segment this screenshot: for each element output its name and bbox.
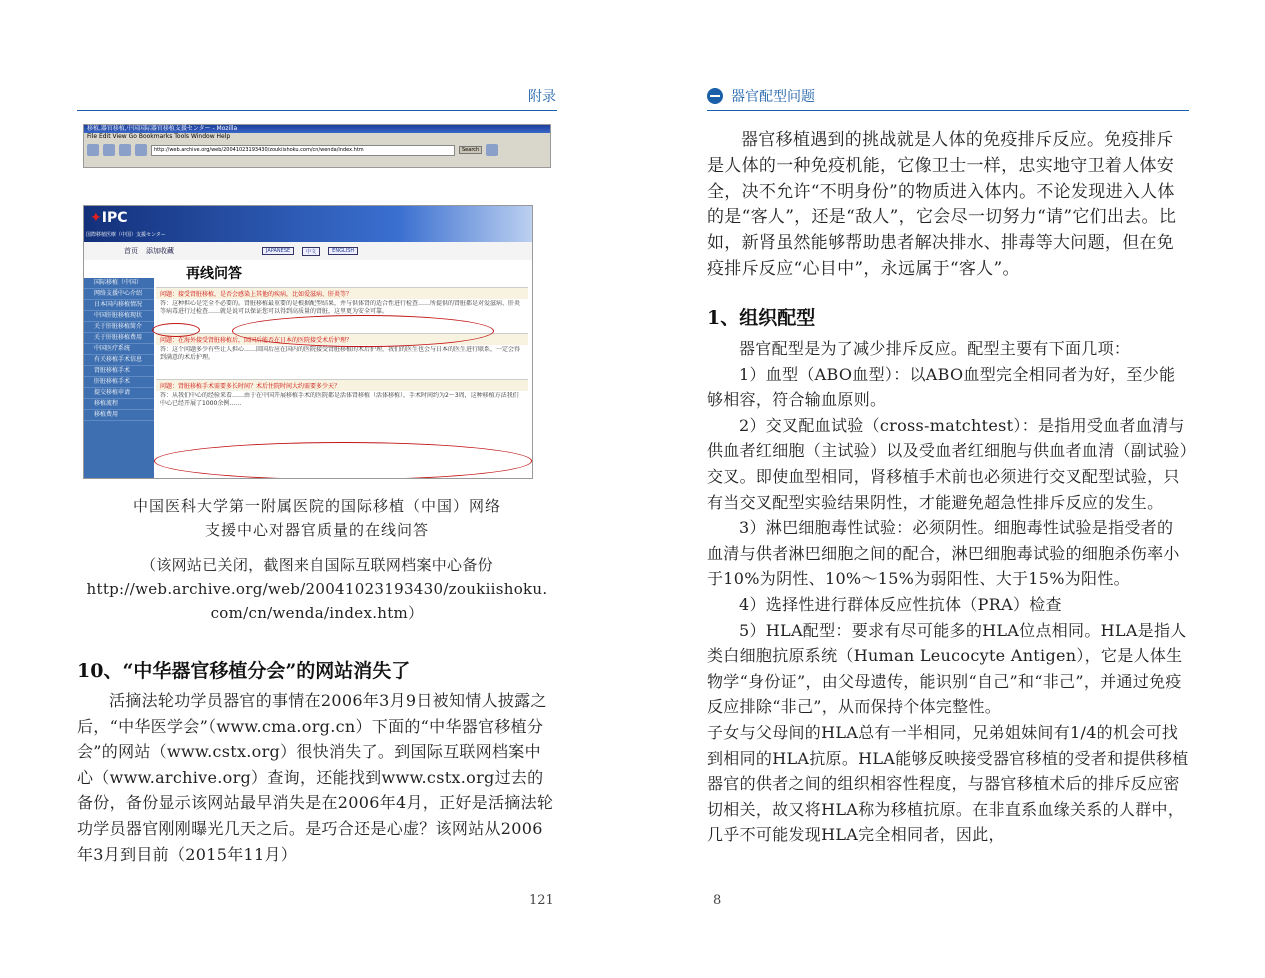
- note-line: http://web.archive.org/web/20041023193430/zoukiishoku.: [86, 580, 548, 598]
- browser-screenshot: [83, 124, 551, 168]
- site-nav-home: 首页: [124, 247, 138, 255]
- site-lang-english: ENGLISH: [328, 247, 358, 255]
- right-page-number: 8: [713, 893, 722, 908]
- right-intro-paragraph: 器官移植遇到的挑战就是人体的免疫排斥反应。免疫排斥是人体的一种免疫机能，它像卫士一样，忠实地守卫着人体安全，决不允许“不明身份”的物质进入体内。不论发现进入人体的是“客人”，还是“敌人”，它会尽一切努力“请”它们出去。比如，新肾虽然能够帮助患者解决排水、排毒等大问题，但在免疫排斥反应“心目中”，永远属于“客人”。: [707, 130, 1177, 279]
- figure-source-note: [77, 553, 557, 625]
- site-logo: ✦IPC: [90, 210, 128, 226]
- print-icon: [486, 144, 498, 156]
- left-body-text: 活摘法轮功学员器官的事情在2006年3月9日被知情人披露之后，“中华医学会”（www.cma.org.cn）下面的“中华器官移植分会”的网站（www.cstx.org）很快消失了。到国际互联网档案中心（www.archive.org）查询，还能找到www.cstx.org过去的备份，备份显示该网站最早消失是在2006年4月，正好是活摘法轮功学员器官刚刚曝光几天之后。是巧合还是心虚？该网站从2006年3月到目前（2015年11月）: [77, 691, 554, 864]
- site-side-item: 国际移植（中国）: [84, 278, 154, 289]
- site-lang-japanese: JAPANESE: [262, 247, 294, 255]
- site-side-item: 有关移植手术信息: [84, 355, 154, 366]
- browser-menu-bar: File Edit View Go Bookmarks Tools Window Help: [87, 133, 231, 140]
- right-paragraph: 5）HLA配型：要求有尽可能多的HLA位点相同。HLA是指人类白细胞抗原系统（Human Leucocyte Antigen），它是人体生物学“身份证”，由父母遗传，能识别“自己”和“非己”，并通过免疫反应排除“非己”，从而保持个体完整性。: [707, 620, 1187, 717]
- forward-icon: [103, 144, 115, 156]
- qa-question: 问题：接受肾脏移植，是否会感染上其他的疾病，比如爱滋病、肝炎等？: [156, 287, 528, 299]
- qa-answer: 答：这种担心是完全不必要的。肾脏移植最重要的是根据配型结果，并与供体肾的适合性进行检查……所提供的肾脏都是对爱滋病、肝炎等病毒进行过检查……就是说可以保证您可以得到高质量的肾脏，这里更为安全可靠。: [160, 300, 521, 315]
- site-side-item: 网络支援中心介绍: [84, 289, 154, 300]
- site-side-item: 中国医疗系统: [84, 344, 154, 355]
- site-lang-chinese: 中文: [302, 247, 320, 256]
- right-paragraph: 3）淋巴细胞毒性试验：必须阴性。细胞毒性试验是指受者的血清与供者淋巴细胞之间的配合，淋巴细胞毒试验的细胞杀伤率小于10%为阴性、10%～15%为弱阳性、大于15%为阳性。: [707, 518, 1180, 589]
- left-header-rule: [77, 110, 557, 111]
- browser-toolbar: [84, 141, 550, 159]
- red-highlight-oval: [232, 315, 494, 347]
- qa-question: 问题：在海外接受肾脏移植后，回国后能否在日本的医院接受术后护理？: [156, 333, 528, 345]
- left-page-number: 121: [529, 893, 554, 908]
- site-heading: 再线问答: [186, 266, 242, 282]
- site-banner: [84, 206, 532, 242]
- reload-icon: [119, 144, 131, 156]
- note-line: com/cn/wenda/index.htm）: [210, 604, 424, 622]
- qa-question: 问题：肾脏移植手术需要多长时间？术后住院时间大约需要多少天？: [156, 379, 528, 391]
- site-sidebar: [84, 278, 154, 478]
- left-running-header: 附录: [528, 89, 556, 105]
- right-paragraph: 4）选择性进行群体反应性抗体（PRA）检查: [739, 594, 1062, 614]
- right-paragraph: 子女与父母间的HLA总有一半相同，兄弟姐妹间有1/4的机会可找到相同的HLA抗原。HLA能够反映接受器官移植的受者和提供移植器官的供者之间的组织相容性程度，与器官移植术后的排斥反应密切相关，故又将HLA称为移植抗原。在非直系血缘关系的人群中，几乎不可能发现HLA完全相同者，因此，: [707, 722, 1189, 845]
- site-side-item: 日本国内移植情况: [84, 300, 154, 311]
- qa-answer: 答：这个问题多少有些让人担心……回国后应在国内的医院接受肾脏移植的术后护理，我们的医生也会与日本的医生进行联系，一定会得到满意的术后护理。: [160, 346, 521, 361]
- browser-search-button: Search: [459, 146, 482, 154]
- right-section-title: 1、组织配型: [707, 307, 816, 329]
- site-nav: [84, 242, 532, 260]
- site-side-item: 移植费用: [84, 410, 154, 421]
- browser-title-bar: 移植,器官移植,中国国际器官移植支援センター - Mozilla: [84, 125, 550, 133]
- site-nav-bookmark: 添加收藏: [146, 247, 174, 255]
- site-side-item: 移植流程: [84, 399, 154, 410]
- right-paragraph: 1）血型（ABO血型）：以ABO血型完全相同者为好，至少能够相容，符合输血原则。: [707, 364, 1176, 410]
- website-screenshot: [83, 205, 533, 479]
- site-side-item: 肾脏移植手术: [84, 366, 154, 377]
- qa-answer: 答：从我们中心的经验来看……由于在中国开展移植手术的医院都是活体肾移植（活体移植），手术时间约为2～3周，这种移植方法我们中心已经开展了1000余例……: [160, 392, 519, 407]
- red-highlight-oval: [154, 442, 532, 479]
- site-side-item: 肝脏移植手术: [84, 377, 154, 388]
- site-subtitle: 国際移植医療（中国）支援センター: [86, 232, 166, 238]
- right-paragraph: 2）交叉配血试验（cross-matchtest）：是指用受血者血清与供血者红细胞（主试验）以及受血者红细胞与供血者血清（副试验）交叉。即使血型相同，肾移植手术前也必须进行交叉配型试验，只有当交叉配型实验结果阴性，才能避免超急性排斥反应的发生。: [707, 415, 1189, 512]
- red-highlight-oval: [152, 323, 200, 337]
- right-paragraph: 器官配型是为了减少排斥反应。配型主要有下面几项：: [739, 339, 1131, 358]
- left-section-title: 10、“中华器官移植分会”的网站消失了: [77, 660, 411, 682]
- note-line: （该网站已关闭，截图来自国际互联网档案中心备份: [141, 556, 493, 574]
- browser-address-bar: http://web.archive.org/web/20041023193430/zoukiishoku.com/cn/wenda/index.htm: [151, 145, 455, 156]
- right-header-label: 器官配型问题: [731, 89, 815, 105]
- stop-icon: [135, 144, 147, 156]
- back-icon: [87, 144, 99, 156]
- site-side-item: 关于肝脏移植简介: [84, 322, 154, 333]
- section-badge-icon: [707, 88, 723, 104]
- site-side-item: 提交移植申请: [84, 388, 154, 399]
- caption-line: 中国医科大学第一附属医院的国际移植（中国）网络: [132, 497, 501, 515]
- right-header-rule: [707, 110, 1189, 111]
- figure-caption: [77, 494, 557, 542]
- site-side-item: 中国肝脏移植现状: [84, 311, 154, 322]
- site-side-item: 关于肝脏移植费用: [84, 333, 154, 344]
- right-body: [707, 336, 1189, 848]
- right-running-header: [707, 86, 815, 106]
- caption-line: 支援中心对器官质量的在线问答: [204, 521, 429, 539]
